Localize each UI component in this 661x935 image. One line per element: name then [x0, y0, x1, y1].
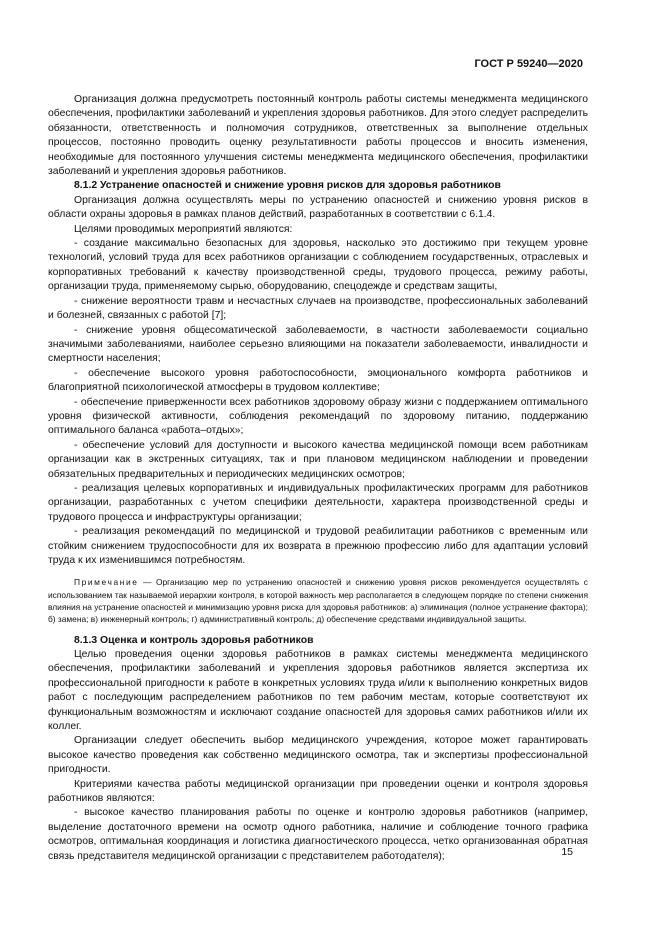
note-label: Примечание	[74, 577, 139, 588]
list-item: - создание максимально безопасных для здоровья, насколько это достижимо при текущем уровне технологий, условий труда для всех работников организации с соблюдением государственных, отраслевых и корпоративных требований к качеству производственной среды, трудового процесса, режиму работы, организации труда, применяемому сырью, оборудованию, спецодежде и средствам защиты,	[48, 238, 588, 293]
note	[48, 576, 588, 625]
page-number: 15	[561, 846, 573, 858]
list-item: - реализация рекомендаций по медицинской и трудовой реабилитации работников с временным или стойким снижением трудоспособности для их возврата в прежнюю профессию либо для адаптации условий труда к их изменившимся потребностям.	[48, 526, 588, 566]
paragraph: Критериями качества работы медицинской организации при проведении оценки и контроля здоровья работников являются:	[48, 778, 588, 805]
list-item: - обеспечение условий для доступности и высокого качества медицинской помощи всем работникам организации как в экстренных ситуациях, так и при плановом медицинском наблюдении и проведении обязательных предварительных и периодических медицинских осмотров;	[48, 439, 588, 480]
paragraph: Организация должна предусмотреть постоянный контроль работы системы менеджмента медицинского обеспечения, профилактики заболеваний и укрепления здоровья работников. Для этого следует распределить обязанности, ответственность и полномочия сотрудников, ответственных за выполнение отдельных процессов, постоянно проводить оценку результативности работы процессов и вносить изменения, необходимые для постоянного улучшения системы менеджмента медицинского обеспечения, профилактики заболеваний и укрепления здоровья работников.	[48, 94, 588, 178]
list-item: - снижение уровня общесоматической заболеваемости, в частности заболеваемости социально значимыми заболеваниями, наиболее серьезно влияющими на показатели заболеваемости, инвалидности и смертности населения;	[48, 324, 588, 365]
list-item: - реализация целевых корпоративных и индивидуальных профилактических программ для работников организации, разработанных с учетом специфики деятельности, характера производственной среды и трудового процесса и инфраструктуры организации;	[48, 482, 588, 523]
paragraph: Организации следует обеспечить выбор медицинского учреждения, которое может гарантировать высокое качество проведения как собственно медицинского осмотра, так и экспертизы профессиональной пригодности.	[48, 735, 588, 776]
section-heading-8-1-2: 8.1.2 Устранение опасностей и снижение уровня рисков для здоровья работников	[74, 180, 501, 192]
list-item: - снижение вероятности травм и несчастных случаев на производстве, профессиональных заболеваний и болезней, связанных с работой [7];	[48, 295, 588, 322]
section-heading-8-1-3: 8.1.3 Оценка и контроль здоровья работников	[74, 634, 314, 646]
list-item: - обеспечение высокого уровня работоспособности, эмоционального комфорта работников и благоприятной психологической атмосферы в трудовом коллективе;	[48, 367, 588, 394]
page-content	[48, 93, 588, 864]
paragraph: Целью проведения оценки здоровья работников в рамках системы менеджмента медицинского обеспечения, профилактики заболеваний и укрепления здоровья работников является экспертиза их профессиональной пригодности к работе в конкретных условиях труда и/или к выполнению конкретных видов работ с последующим распределением работников по тем рабочим местам, которые соответствуют их функциональным возможностям и исключают создание опасностей для здоровья самих работников и/или их коллег.	[48, 649, 588, 733]
paragraph: Целями проводимых мероприятий являются:	[74, 223, 293, 235]
list-item: - обеспечение приверженности всех работников здоровому образу жизни с поддержанием оптимального уровня физической активности, соблюдения рекомендаций по здоровому питанию, поддержанию оптимального баланса «работа–отдых»;	[48, 396, 588, 437]
paragraph: Организация должна осуществлять меры по устранению опасностей и снижению уровня рисков в области охраны здоровья в рамках планов действий, разработанных в соответствии с 6.1.4.	[48, 194, 588, 221]
list-item: - высокое качество планирования работы по оценке и контролю здоровья работников (например, выделение достаточного времени на осмотр одного работника, наличие и соблюдение точного графика осмотров, оптимальная координация и логистика диагностического процесса, четко организованная обратная связь представителя медицинской организации с представителем работодателя);	[48, 807, 588, 862]
document-code: ГОСТ Р 59240—2020	[474, 58, 583, 70]
note-text: — Организацию мер по устранению опасностей и снижению уровня рисков рекомендуется осуществлять с использованием так называемой иерархии контроля, в которой важность мер располагается в следующем порядке по степени снижения влияния на устранение опасностей и минимизацию уровня риска для здоровья работников: а) элиминация (полное устранение фактора); б) замена; в) инженерный контроль; г) административный контроль; д) обеспечение средствами индивидуальной защиты.	[48, 577, 588, 625]
